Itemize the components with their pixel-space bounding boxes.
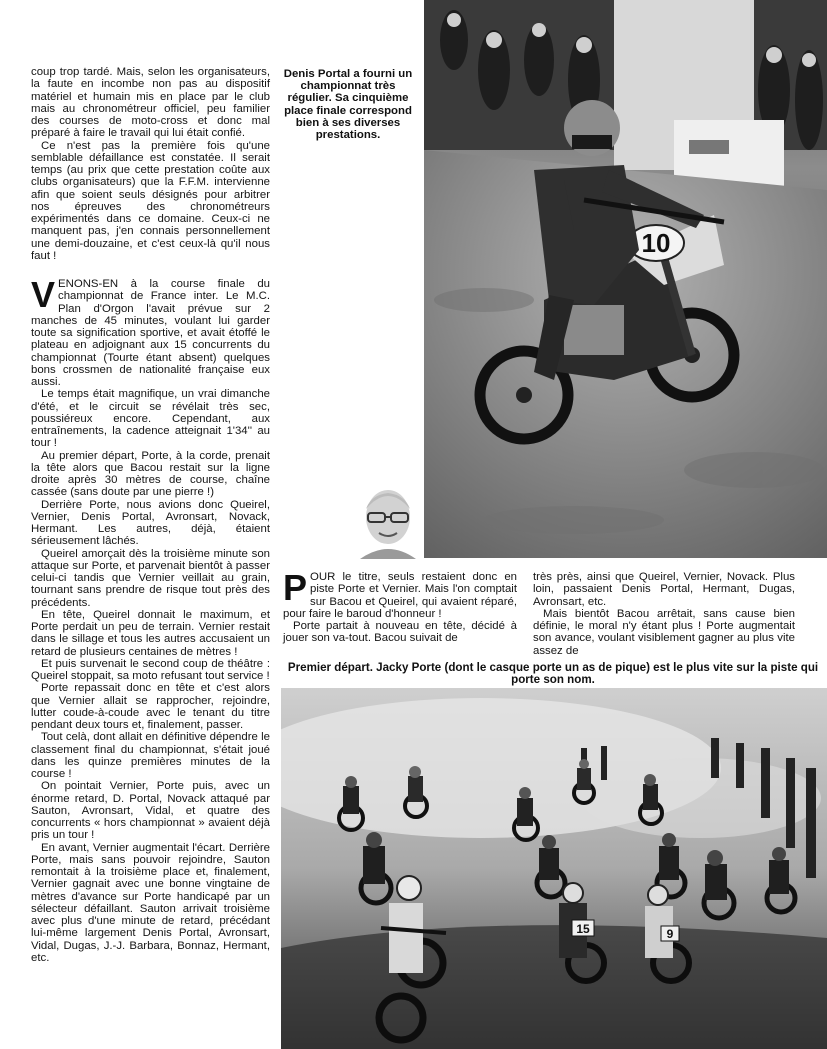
plate-number-text: 15 — [576, 922, 590, 936]
body-paragraph: Au premier départ, Porte, à la corde, prenait la tête alors que Bacou restait sur la ligne droite après 30 mètres de course, chaîne cassée (sans doute par une pierre !) — [31, 449, 270, 499]
left-column — [31, 66, 270, 964]
rider-jump-illustration — [424, 0, 827, 558]
body-paragraph: Derrière Porte, nous avions donc Queirel, Vernier, Denis Portal, Avronsart, Novack, Hermant. Les autres, déjà, étaient sérieusement lâchés. — [31, 498, 270, 548]
body-paragraph: Et puis survenait le second coup de théâtre : Queirel stoppait, sa moto refusant tout service ! — [31, 657, 270, 682]
body-paragraph: Porte repassait donc en tête et c'est alors que Vernier allait se rapprocher, rejoindre, lutter coude-à-coude avec le tenant du titre pendant deux tours et, finalement, passer. — [31, 682, 270, 731]
top-photo — [424, 0, 827, 558]
drop-cap-p: P — [283, 567, 308, 608]
middle-opening-paragraph — [283, 567, 517, 620]
intro-paragraph-1: coup trop tardé. Mais, selon les organisateurs, la faute en incombe non pas au dispositif matériel et humain mis en place par le club mais au chronométreur officiel, peu familier des courses de moto-cross et donc mal préparé à faire le travail qui lui était confié. — [31, 66, 270, 140]
race-start-illustration — [281, 688, 827, 1049]
plate-number-text: 9 — [666, 927, 674, 941]
body-paragraph: très près, ainsi que Queirel, Vernier, Novack. Plus loin, passaient Denis Portal, Hermant, Dugas, Avronsart, etc. — [533, 571, 795, 608]
section-opening-paragraph — [31, 274, 270, 388]
author-portrait — [355, 483, 421, 559]
body-paragraph: En tête, Queirel donnait le maximum, et Porte perdait un peu de terrain. Vernier restait dans le sillage et tous les autres accusaient un retard de plusieurs centaines de mètres ! — [31, 608, 270, 658]
intro-paragraph-2: Ce n'est pas la première fois qu'une semblable défaillance est constatée. Il serait temps (au prix que cette prestation coûte aux clubs organisateurs) que la F.F.M. intervienne afin que soient seuls désignés pour arbitrer nos épreuves des chronométreurs expérimentés dans ce domaine. Ceux-ci ne manquent pas, j'en connais personnellement une demi-douzaine, et c'est ceux-là qu'il nous faut ! — [31, 139, 270, 262]
body-paragraph: Porte partait à nouveau en tête, décidé à jouer son va-tout. Bacou suivait de — [283, 620, 517, 645]
body-paragraph: Mais bientôt Bacou arrêtait, sans cause bien définie, le moral n'y étant plus ! Porte augmentait son avance, voulant visiblement gagner au plus vite assez de — [533, 607, 795, 657]
body-paragraph: Le temps était magnifique, un vrai dimanche d'été, et le circuit se révélait très sec, poussiéreux encore. Cependant, aux entraînements, la cadence atteignait 1'34'' au tour ! — [31, 388, 270, 450]
bottom-photo-caption: Premier départ. Jacky Porte (dont le casque porte un as de pique) est le plus vite sur la piste qui porte son nom. — [287, 661, 819, 687]
body-paragraph: Queirel amorçait dès la troisième minute son attaque sur Porte, et parvenait bientôt à passer celui-ci tandis que Vernier veillait au grain, tournant sans prendre de risque tout près des précédents. — [31, 547, 270, 609]
drop-cap-v: V — [31, 274, 56, 315]
body-paragraph: Tout celà, dont allait en définitive dépendre le classement final du championnat, s'était joué dans les quinze premières minutes de la course ! — [31, 731, 270, 780]
middle-left-column — [283, 567, 517, 645]
middle-right-column — [533, 571, 795, 657]
author-portrait-illustration — [355, 483, 421, 559]
top-photo-caption: Denis Portal a fourni un championnat très régulier. Sa cinquième place finale correspond bien à ses diverses prestations. — [283, 68, 413, 142]
middle-opening-text: OUR le titre, seuls restaient donc en piste Porte et Vernier. Mais l'on comptait sur Bacou et Queirel, qui avaient réparé, pour faire le baroud d'honneur ! — [283, 571, 517, 620]
section-opening-text: ENONS-EN à la course finale du championnat de France inter. Le M.C. Plan d'Orgon l'avait prévue sur 2 manches de 45 minutes, voulant lui garder toute sa signification sportive, et avait étoffé le plateau en adjoignant aux 15 concurrents du championnat (Tourte étant absent) quelques bons crossmen de nationalité française eux aussi. — [31, 278, 270, 388]
body-paragraph: On pointait Vernier, Porte puis, avec un énorme retard, D. Portal, Novack attaqué par Sauton, Avronsart, Vidal, et quatre des concurrents « hors championnat » avaient déjà pris un tour ! — [31, 780, 270, 842]
body-paragraph: En avant, Vernier augmentait l'écart. Derrière Porte, mais sans pouvoir rejoindre, Sauton remontait à la troisième place et, finalement, Vernier gagnait avec une bonne vingtaine de mètres d'avance sur Porte handicapé par un sélecteur défaillant. Sauton arrivait troisième avec plus d'une minute de retard, précédant lui-même largement Denis Portal, Avronsart, Vidal, Dugas, J.-J. Barbara, Bonnaz, Hermant, etc. — [31, 841, 270, 964]
bottom-photo — [281, 688, 827, 1049]
number-plate-text: 10 — [641, 228, 671, 258]
